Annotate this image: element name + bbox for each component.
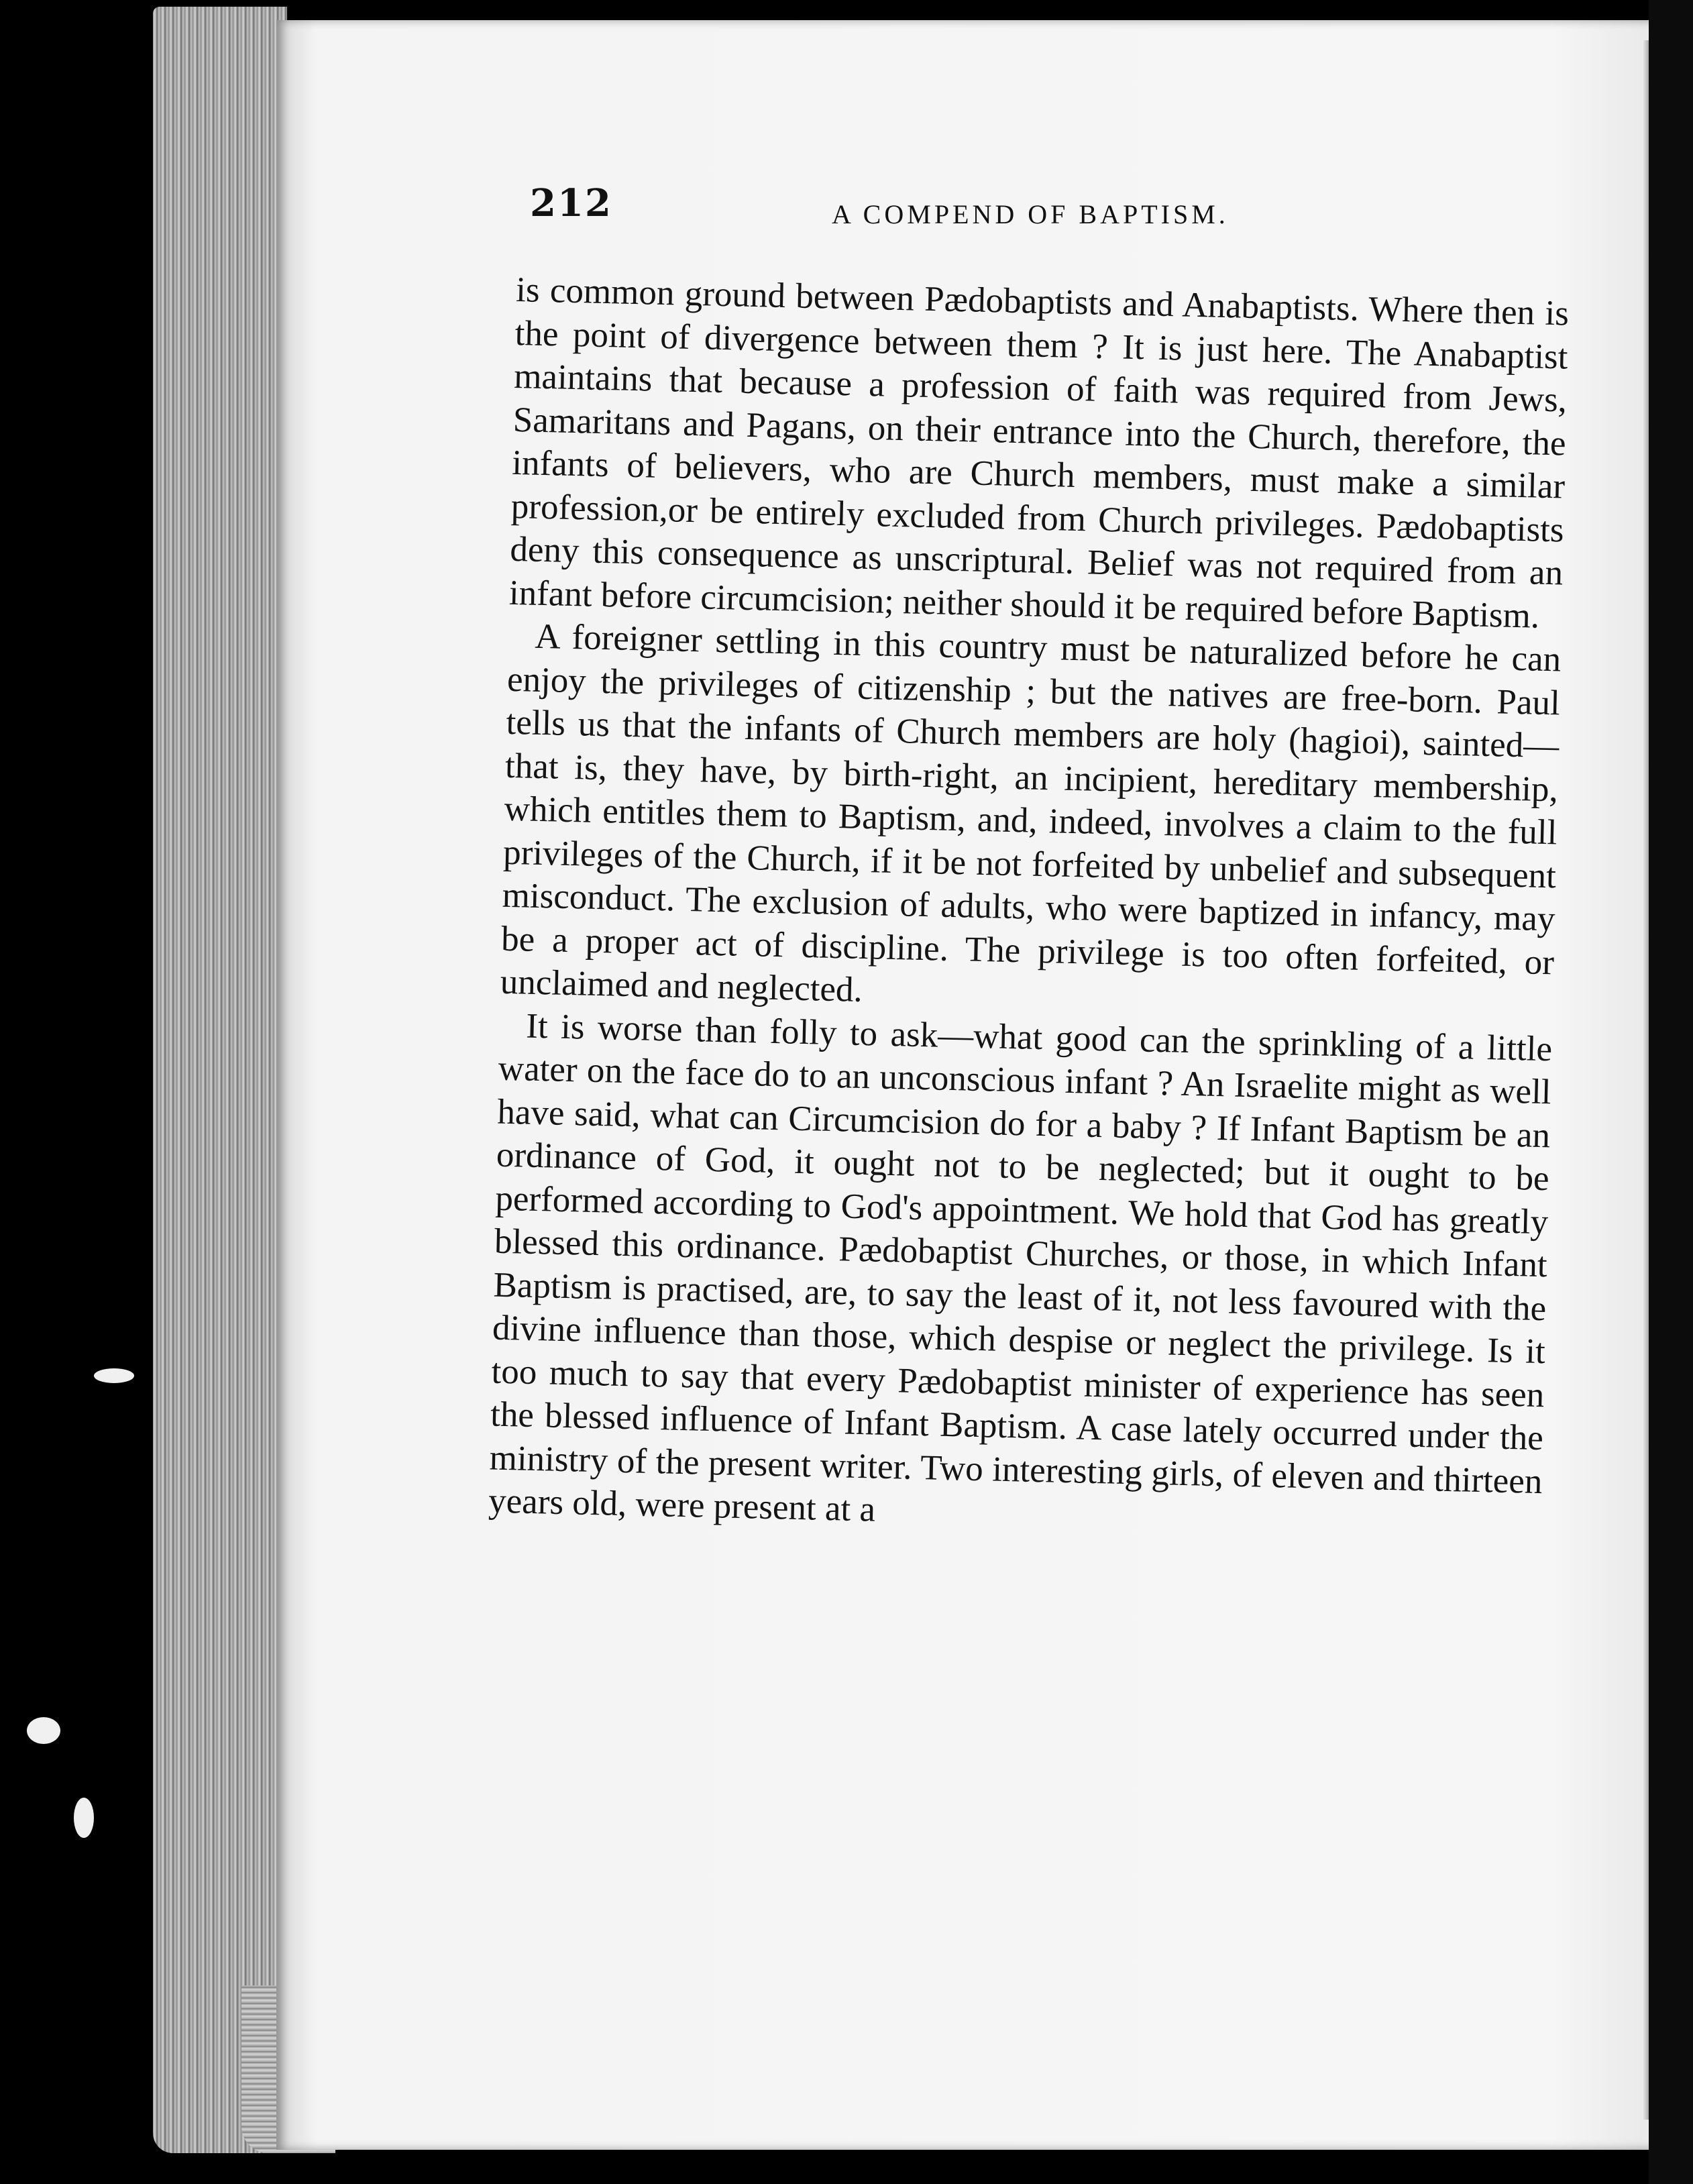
binding-shadow xyxy=(1649,0,1693,2184)
dust-speck xyxy=(74,1798,94,1838)
dust-speck xyxy=(27,1717,60,1744)
page-number: 212 xyxy=(530,181,612,225)
paragraph: is common ground between Pædobaptists and Anabaptists. Where then is the point of divergence between them ? It is just here. The Anabaptist maintains that because a profession of faith was required from Jews, Samaritans and Pagans, on their entrance into the Church, therefore, the infants of believers, who are Church members, must make a similar profession,or be entirely excluded from Church privileges. Pædobaptists deny this consequence as unscriptural. Belief was not required from an infant before circumcision; neither should it be required before Baptism. xyxy=(508,270,1570,636)
paragraph: A foreigner settling in this country must be naturalized before he can enjoy the privileges of citizenship ; but the natives are free-born. Paul tells us that the infants of Church members are holy (hagioi), sainted—that is, they have, by birth-right, an incipient, hereditary membership, which entitles them to Baptism, and, indeed, involves a claim to the full privileges of the Church, if it be not forfeited by unbelief and subsequent misconduct. The exclusion of adults, who were baptized in infancy, may be a proper act of discipline. The privilege is too often forfeited, or unclaimed and neglected. xyxy=(500,616,1562,1009)
stacked-page-edges xyxy=(153,7,287,2153)
page-title: A COMPEND OF BAPTISM. xyxy=(832,199,1229,229)
body-text xyxy=(488,268,1570,1547)
dust-speck xyxy=(94,1368,134,1383)
paragraph: It is worse than folly to ask—what good can the sprinkling of a little water on the face do to an unconscious infant ? An Israelite might as well have said, what can Circumcision do for a baby ? If Infant Baptism be an ordinance of God, it ought not to be neglected; but it ought to be performed according to God's appointment. We hold that God has greatly blessed this ordinance. Pædobaptist Churches, or those, in which Infant Baptism is practised, are, to say the least of it, not less favoured with the divine influence than those, which despise or neglect the privilege. Is it too much to say that every Pædobaptist minister of experience has seen the blessed influence of Infant Baptism. A case lately occurred under the ministry of the present writer. Two interesting girls, of eleven and thirteen years old, were present at a xyxy=(488,1006,1553,1529)
running-head xyxy=(530,181,1603,241)
